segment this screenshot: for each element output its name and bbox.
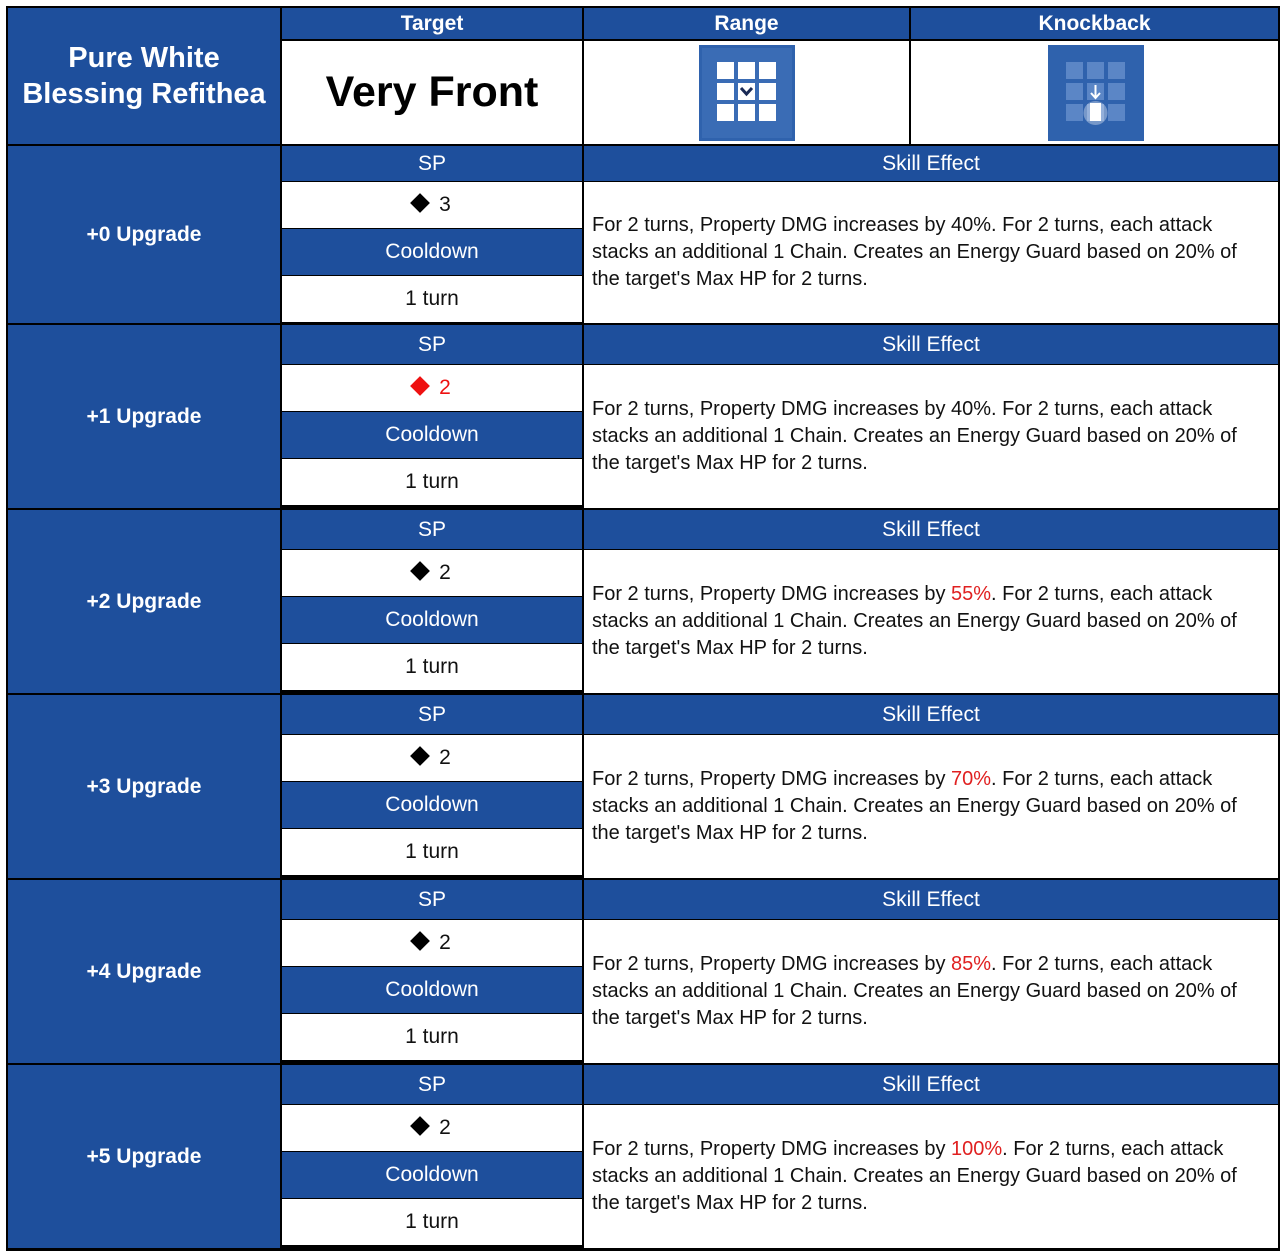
sp-header: SP <box>282 880 582 919</box>
effect-percent: 85% <box>951 953 992 975</box>
effect-percent: 100% <box>951 1138 1003 1160</box>
cooldown-value: 1 turn <box>282 1199 582 1245</box>
cooldown-header: Cooldown <box>282 967 582 1013</box>
effect-percent: 70% <box>951 768 992 790</box>
effect-suffix: . For 2 turns, each attack stacks an additional 1 Chain. Creates an Energy Guard based on 20% of the target's Max HP for 2 turns. <box>592 398 1237 474</box>
effect-percent: 40% <box>951 214 992 236</box>
sp-header: SP <box>282 1065 582 1104</box>
sp-diamond-icon <box>410 376 430 396</box>
sp-header: SP <box>282 695 582 734</box>
target-value: Very Front <box>282 41 582 144</box>
upgrade-label: +3 Upgrade <box>8 695 280 878</box>
effect-percent: 55% <box>951 583 992 605</box>
knockback-cell <box>911 41 1278 144</box>
skill-effect-text <box>584 735 1278 878</box>
sp-number: 3 <box>439 193 451 216</box>
effect-prefix: For 2 turns, Property DMG increases by <box>592 953 952 975</box>
sp-diamond-icon <box>410 193 430 213</box>
skill-effect-header: Skill Effect <box>584 146 1278 181</box>
sp-value <box>282 365 582 411</box>
range-grid-icon <box>699 45 795 141</box>
effect-prefix: For 2 turns, Property DMG increases by <box>592 214 952 236</box>
cooldown-value: 1 turn <box>282 459 582 505</box>
cooldown-header: Cooldown <box>282 782 582 828</box>
character-name: Pure White Blessing Refithea <box>8 8 280 144</box>
sp-number: 2 <box>439 1116 451 1139</box>
effect-suffix: . For 2 turns, each attack stacks an additional 1 Chain. Creates an Energy Guard based on 20% of the target's Max HP for 2 turns. <box>592 953 1237 1029</box>
cooldown-header: Cooldown <box>282 597 582 643</box>
skill-effect-header: Skill Effect <box>584 695 1278 734</box>
upgrade-label: +2 Upgrade <box>8 510 280 693</box>
skill-effect-text <box>584 182 1278 323</box>
sp-header: SP <box>282 510 582 549</box>
cooldown-header: Cooldown <box>282 412 582 458</box>
upgrade-label: +4 Upgrade <box>8 880 280 1063</box>
sp-number: 2 <box>439 746 451 769</box>
sp-diamond-icon <box>410 1116 430 1136</box>
range-header: Range <box>584 8 909 39</box>
sp-diamond-icon <box>410 561 430 581</box>
effect-prefix: For 2 turns, Property DMG increases by <box>592 768 952 790</box>
sp-header: SP <box>282 325 582 364</box>
skill-effect-text <box>584 920 1278 1063</box>
sp-number: 2 <box>439 376 451 399</box>
sp-diamond-icon <box>410 931 430 951</box>
knockback-header: Knockback <box>911 8 1278 39</box>
upgrade-label: +0 Upgrade <box>8 146 280 323</box>
cooldown-header: Cooldown <box>282 1152 582 1198</box>
skill-effect-header: Skill Effect <box>584 325 1278 364</box>
cooldown-value: 1 turn <box>282 276 582 322</box>
effect-percent: 40% <box>951 398 992 420</box>
effect-suffix: . For 2 turns, each attack stacks an additional 1 Chain. Creates an Energy Guard based on 20% of the target's Max HP for 2 turns. <box>592 583 1237 659</box>
effect-prefix: For 2 turns, Property DMG increases by <box>592 583 952 605</box>
upgrade-label: +1 Upgrade <box>8 325 280 508</box>
skill-effect-text <box>584 365 1278 508</box>
skill-effect-header: Skill Effect <box>584 1065 1278 1104</box>
sp-diamond-icon <box>410 746 430 766</box>
effect-prefix: For 2 turns, Property DMG increases by <box>592 1138 952 1160</box>
skill-effect-header: Skill Effect <box>584 510 1278 549</box>
skill-effect-text <box>584 550 1278 693</box>
cooldown-value: 1 turn <box>282 1014 582 1060</box>
sp-value <box>282 920 582 966</box>
sp-value <box>282 1105 582 1151</box>
upgrade-label: +5 Upgrade <box>8 1065 280 1248</box>
sp-header: SP <box>282 146 582 181</box>
sp-number: 2 <box>439 931 451 954</box>
sp-number: 2 <box>439 561 451 584</box>
sp-value <box>282 550 582 596</box>
sp-value <box>282 735 582 781</box>
cooldown-header: Cooldown <box>282 229 582 275</box>
effect-suffix: . For 2 turns, each attack stacks an additional 1 Chain. Creates an Energy Guard based on 20% of the target's Max HP for 2 turns. <box>592 214 1237 290</box>
skill-effect-text <box>584 1105 1278 1248</box>
effect-suffix: . For 2 turns, each attack stacks an additional 1 Chain. Creates an Energy Guard based on 20% of the target's Max HP for 2 turns. <box>592 768 1237 844</box>
range-cell <box>584 41 909 144</box>
effect-prefix: For 2 turns, Property DMG increases by <box>592 398 952 420</box>
skill-effect-header: Skill Effect <box>584 880 1278 919</box>
cooldown-value: 1 turn <box>282 829 582 875</box>
sp-value <box>282 182 582 228</box>
knockback-grid-icon <box>1048 45 1144 141</box>
effect-suffix: . For 2 turns, each attack stacks an additional 1 Chain. Creates an Energy Guard based on 20% of the target's Max HP for 2 turns. <box>592 1138 1237 1214</box>
target-header: Target <box>282 8 582 39</box>
skill-table <box>6 6 1280 1251</box>
cooldown-value: 1 turn <box>282 644 582 690</box>
